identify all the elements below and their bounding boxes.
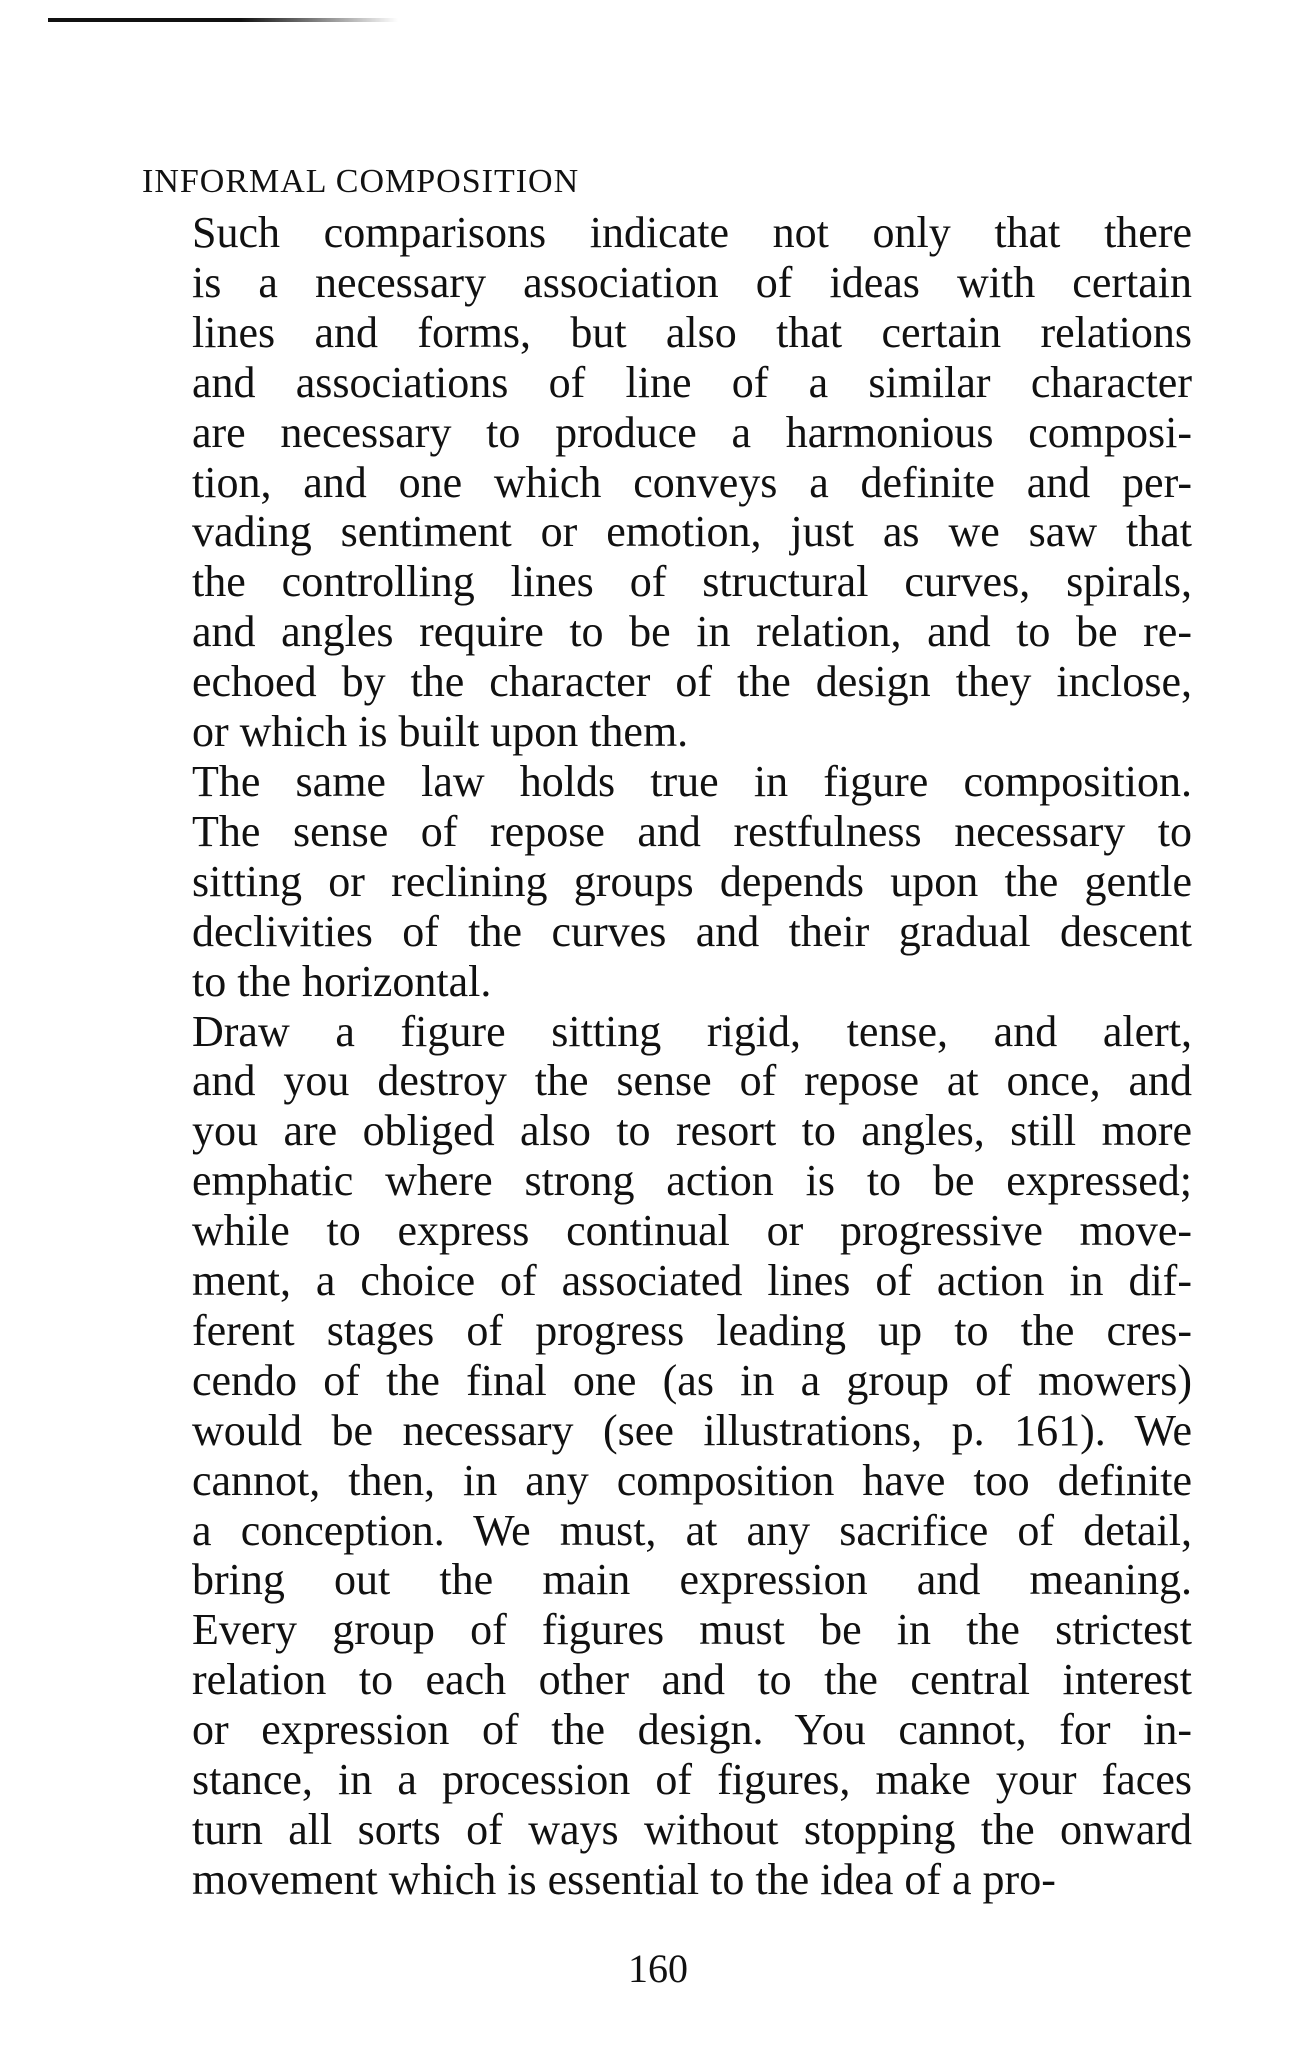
text-line: turn all sorts of ways without stopping the onward (192, 1805, 1192, 1854)
text-line: echoed by the character of the design they inclose, (192, 657, 1192, 707)
text-line: relation to each other and to the central interest (192, 1655, 1192, 1705)
text-line: a conception. We must, at any sacrifice of detail, (192, 1505, 1192, 1555)
text-line: lines and forms, but also that certain relations (192, 307, 1192, 357)
text-line: The same law holds true in figure composition. (192, 756, 1192, 806)
paragraph (142, 1007, 1192, 1905)
text-line: emphatic where strong action is to be expressed; (192, 1156, 1192, 1206)
text-line: you are obliged also to resort to angles, still more (192, 1106, 1192, 1156)
text-line: and angles require to be in relation, and to be re- (192, 607, 1192, 657)
text-line: the controlling lines of structural curves, spirals, (192, 557, 1192, 607)
text-line: Every group of figures must be in the strictest (192, 1605, 1192, 1655)
page-body (142, 160, 1192, 1905)
text-line: bring out the main expression and meaning. (192, 1555, 1192, 1605)
text-line: are necessary to produce a harmonious composi- (192, 407, 1192, 457)
text-line: stance, in a procession of figures, make your faces (192, 1755, 1192, 1805)
running-head: INFORMAL COMPOSITION (142, 163, 580, 200)
text-line: ment, a choice of associated lines of action in dif- (192, 1256, 1192, 1306)
text-line: is a necessary association of ideas with certain (192, 257, 1192, 307)
top-rule (48, 18, 398, 22)
text-line: The sense of repose and restfulness necessary to (192, 806, 1192, 856)
text-line: Draw a figure sitting rigid, tense, and alert, (192, 1006, 1192, 1056)
text-line: sitting or reclining groups depends upon the gentle (192, 856, 1192, 906)
page-number: 160 (628, 1946, 688, 1991)
text-line: cannot, then, in any composition have too definite (192, 1455, 1192, 1505)
text-line: while to express continual or progressive move- (192, 1206, 1192, 1256)
text-line: Such comparisons indicate not only that there (192, 208, 1192, 257)
text-line: to the horizontal. (192, 956, 492, 1006)
text-line: or expression of the design. You cannot, for in- (192, 1705, 1192, 1755)
text-line: or which is built upon them. (192, 707, 689, 757)
text-line: would be necessary (see illustrations, p. 161). We (192, 1405, 1192, 1455)
text-line: declivities of the curves and their gradual descent (192, 906, 1192, 956)
text-line: cendo of the final one (as in a group of mowers) (192, 1355, 1192, 1405)
text-line: movement which is essential to the idea of a pro- (192, 1854, 1056, 1904)
text-line: tion, and one which conveys a definite and per- (192, 457, 1192, 507)
paragraph (142, 208, 1192, 757)
text-line: and you destroy the sense of repose at once, and (192, 1056, 1192, 1106)
text-line: and associations of line of a similar character (192, 357, 1192, 407)
text-line: vading sentiment or emotion, just as we saw that (192, 507, 1192, 557)
paragraph (142, 757, 1192, 1007)
text-body (142, 208, 1192, 1905)
text-line: ferent stages of progress leading up to the cres- (192, 1305, 1192, 1355)
